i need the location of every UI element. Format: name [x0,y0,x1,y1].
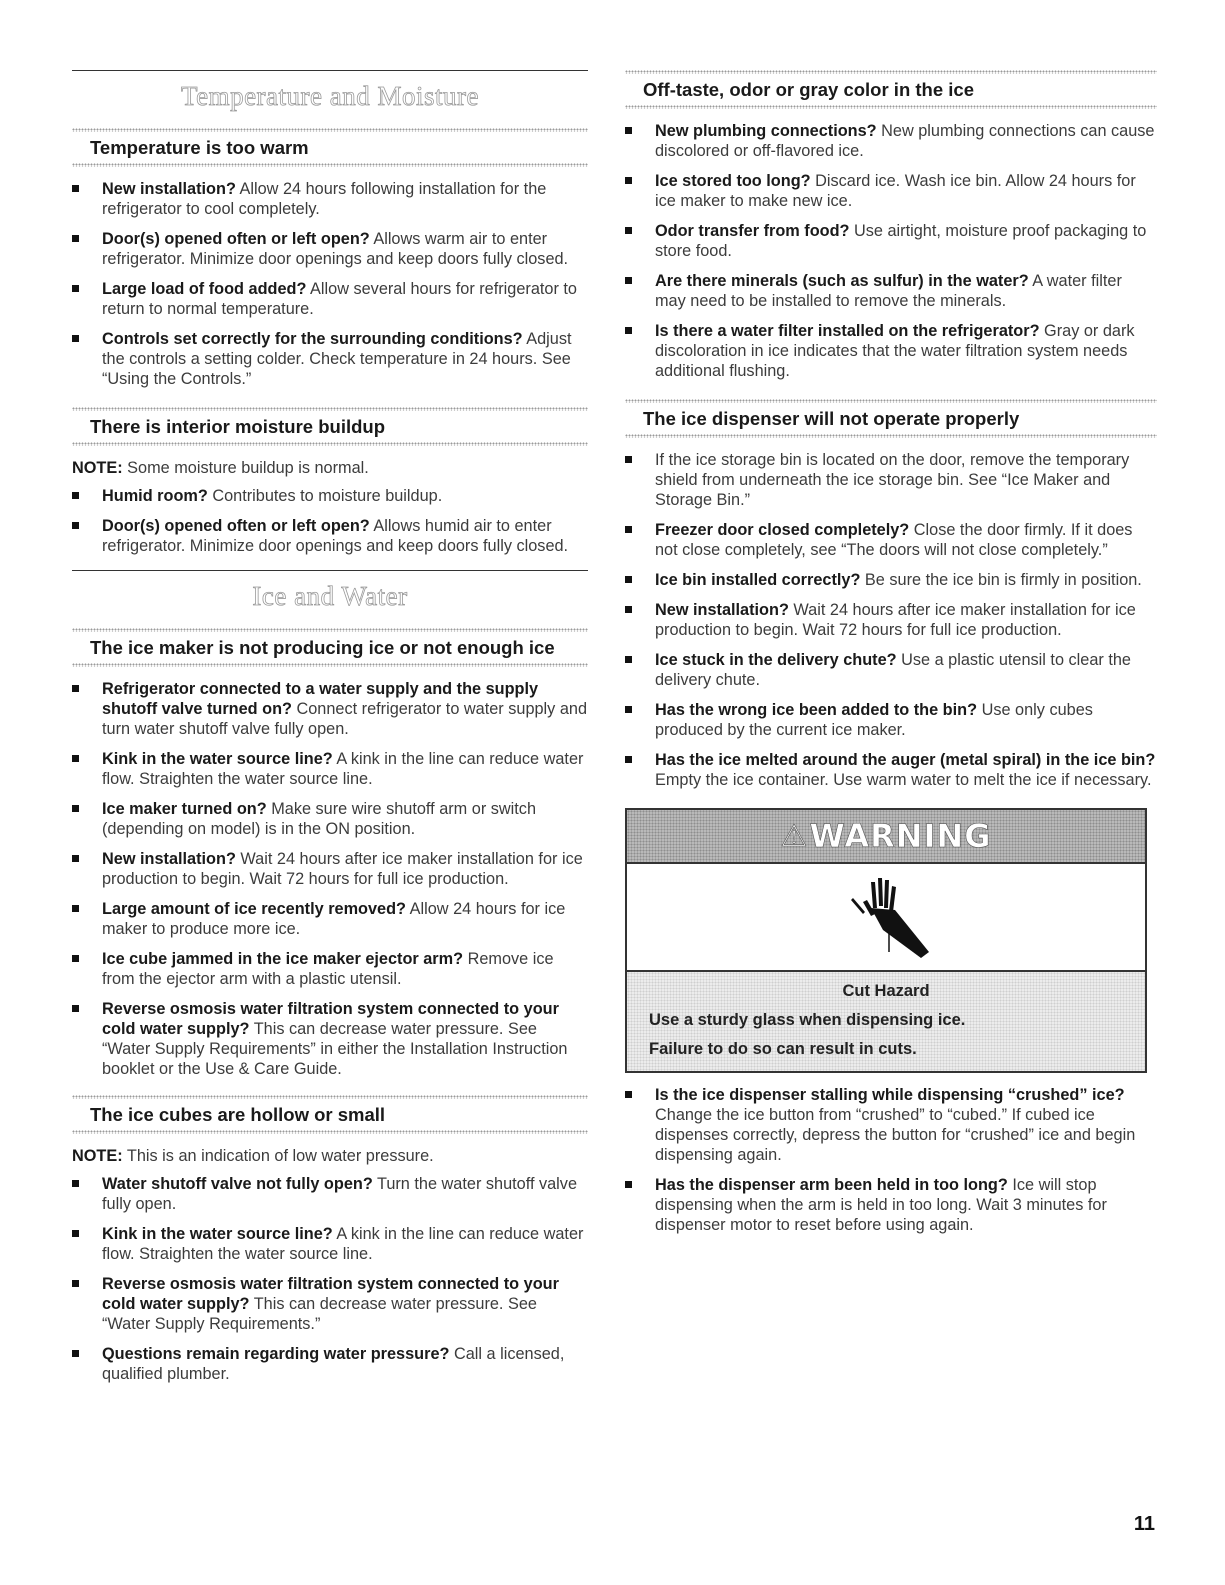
item-text: Be sure the ice bin is firmly in position. [860,571,1142,589]
subsection-dispenser [625,399,1157,438]
item-text: Wait 24 hours after ice maker installation for ice production to begin. Wait 72 hours for full ice production. [102,850,583,888]
warning-box [625,808,1147,1073]
bullet-icon [625,227,632,234]
item-question: Controls set correctly for the surrounding conditions? [102,330,523,348]
list-item [625,1085,1157,1165]
subhead-not-producing: The ice maker is not producing ice or not enough ice [90,637,555,658]
section-rule [72,570,588,571]
list-temp-warm [72,179,588,389]
item-text: Allows warm air to enter refrigerator. Minimize door openings and keep doors fully closed. [102,230,569,268]
item-question: Is the ice dispenser stalling while dispensing “crushed” ice? [655,1086,1125,1104]
list-moisture [72,486,588,556]
note-hollow: NOTE: This is an indication of low water pressure. [72,1147,434,1165]
item-question: Ice cube jammed in the ice maker ejector arm? [102,950,464,968]
list-item [625,271,1157,311]
bullet-icon [625,456,632,463]
item-text: Close the door firmly. If it does not close completely, see “The doors will not close completely.” [655,521,1133,559]
list-item [72,279,588,319]
item-question: New installation? [102,850,236,868]
bullet-icon [72,1005,79,1012]
list-item [72,679,588,739]
item-question: Door(s) opened often or left open? [102,517,370,535]
subsection-not-producing [72,628,588,667]
bullet-icon [625,756,632,763]
item-question: Door(s) opened often or left open? [102,230,370,248]
item-text: Change the ice button from “crushed” to “cubed.” If cubed ice dispenses correctly, depress the button for “crushed” ice and begin dispensing again. [655,1106,1136,1164]
warning-header [627,810,1145,864]
cut-hazard-hand-icon [841,872,931,962]
list-item [625,321,1157,381]
item-question: Freezer door closed completely? [655,521,910,539]
list-item [625,121,1157,161]
item-text: A kink in the line can reduce water flow. Straighten the water source line. [102,750,584,788]
item-text: This can decrease water pressure. See “Water Supply Requirements” in either the Installation Instruction booklet or the Use & Care Guide. [102,1020,568,1078]
item-question: Reverse osmosis water filtration system connected to your cold water supply? [102,1275,559,1313]
subhead-moisture: There is interior moisture buildup [90,416,386,437]
list-item [72,179,588,219]
item-question: Kink in the water source line? [102,750,333,768]
list-item [625,600,1157,640]
subhead-dispenser: The ice dispenser will not operate properly [643,408,1020,429]
list-item [72,1344,588,1384]
list-item [72,1224,588,1264]
item-question: Refrigerator connected to a water supply and the supply shutoff valve turned on? [102,680,539,718]
list-item [625,570,1157,590]
warning-triangle-icon: ⚠ [780,819,808,853]
warning-title: WARNING [809,817,992,855]
item-text: Use airtight, moisture proof packaging to store food. [655,222,1147,260]
list-item [72,1174,588,1214]
subsection-temp-warm [72,128,588,167]
list-item [625,650,1157,690]
item-question: Questions remain regarding water pressure? [102,1345,450,1363]
item-text: Remove ice from the ejector arm with a plastic utensil. [102,950,554,988]
bullet-icon [72,522,79,529]
item-text: Ice will stop dispensing when the arm is held in too long. Wait 3 minutes for dispenser motor to reset before using again. [655,1176,1107,1234]
bullet-icon [72,1350,79,1357]
bullet-icon [625,177,632,184]
item-text: Wait 24 hours after ice maker installation for ice production to begin. Wait 72 hours for full ice production. [655,601,1136,639]
item-question: Large amount of ice recently removed? [102,900,407,918]
list-item [625,171,1157,211]
section-rule [72,70,588,71]
item-question: Ice stored too long? [655,172,811,190]
list-item [72,899,588,939]
section-title-ice-water: Ice and Water [252,581,408,611]
subsection-hollow [72,1095,588,1134]
list-item [72,949,588,989]
bullet-icon [72,185,79,192]
list-item [625,1175,1157,1235]
subsection-off-taste [625,70,1157,109]
section-title-temperature: Temperature and Moisture [180,81,479,111]
item-question: Has the wrong ice been added to the bin? [655,701,978,719]
item-text: Empty the ice container. Use warm water to melt the ice if necessary. [655,771,1152,789]
item-question: New plumbing connections? [655,122,877,140]
item-text: If the ice storage bin is located on the door, remove the temporary shield from underneath the ice storage bin. See “Ice Maker and Storage Bin.” [655,451,1130,509]
item-text: A kink in the line can reduce water flow. Straighten the water source line. [102,1225,584,1263]
bullet-icon [625,706,632,713]
warning-icon-area [627,864,1145,972]
list-item [72,799,588,839]
list-item [625,450,1157,510]
bullet-icon [72,805,79,812]
list-item [72,999,588,1079]
list-item [625,520,1157,560]
item-text: Discard ice. Wash ice bin. Allow 24 hours for ice maker to make new ice. [655,172,1136,210]
bullet-icon [72,685,79,692]
item-text: Call a licensed, qualified plumber. [102,1345,565,1383]
list-not-producing [72,679,588,1079]
item-question: Reverse osmosis water filtration system connected to your cold water supply? [102,1000,559,1038]
list-item [72,229,588,269]
subsection-moisture [72,407,588,446]
bullet-icon [72,285,79,292]
item-text: Use a plastic utensil to clear the delivery chute. [655,651,1131,689]
item-question: Has the dispenser arm been held in too long? [655,1176,1008,1194]
bullet-icon [625,1181,632,1188]
item-question: Has the ice melted around the auger (metal spiral) in the ice bin? [655,751,1156,769]
item-text: New plumbing connections can cause discolored or off-flavored ice. [655,122,1155,160]
warning-line-2: Failure to do so can result in cuts. [649,1040,917,1058]
list-hollow [72,1174,588,1384]
item-question: Kink in the water source line? [102,1225,333,1243]
bullet-icon [72,492,79,499]
item-text: Allow 24 hours following installation for the refrigerator to cool completely. [102,180,547,218]
item-question: Ice stuck in the delivery chute? [655,651,897,669]
item-question: Odor transfer from food? [655,222,850,240]
bullet-icon [72,235,79,242]
item-question: Humid room? [102,487,208,505]
item-text: Use only cubes produced by the current ice maker. [655,701,1093,739]
item-question: Ice bin installed correctly? [655,571,861,589]
list-item [72,749,588,789]
list-item [72,486,588,506]
list-item [72,329,588,389]
item-text: Adjust the controls a setting colder. Check temperature in 24 hours. See “Using the Controls.” [102,330,572,388]
bullet-icon [72,855,79,862]
list-item [72,516,588,556]
item-text: Turn the water shutoff valve fully open. [102,1175,577,1213]
right-column [625,70,1157,1245]
list-dispenser [625,450,1157,790]
list-item [625,221,1157,261]
left-column [72,70,588,1394]
note-moisture: NOTE: Some moisture buildup is normal. [72,459,369,477]
bullet-icon [625,656,632,663]
bullet-icon [625,127,632,134]
item-text: This can decrease water pressure. See “Water Supply Requirements.” [102,1295,537,1333]
list-after-warning [625,1085,1157,1235]
subhead-off-taste: Off-taste, odor or gray color in the ice [643,79,974,100]
item-text: Allows humid air to enter refrigerator. Minimize door openings and keep doors fully closed. [102,517,569,555]
bullet-icon [625,1091,632,1098]
item-text: Connect refrigerator to water supply and turn water shutoff valve fully open. [102,700,587,738]
bullet-icon [72,955,79,962]
bullet-icon [625,327,632,334]
bullet-icon [625,277,632,284]
item-text: Allow 24 hours for ice maker to produce more ice. [102,900,566,938]
bullet-icon [625,526,632,533]
list-off-taste [625,121,1157,381]
subhead-temp-warm: Temperature is too warm [90,137,309,158]
subhead-hollow: The ice cubes are hollow or small [90,1104,386,1125]
bullet-icon [72,335,79,342]
item-text: A water filter may need to be installed to remove the minerals. [655,272,1122,310]
bullet-icon [625,576,632,583]
bullet-icon [72,905,79,912]
bullet-icon [72,1180,79,1187]
item-question: Is there a water filter installed on the refrigerator? [655,322,1040,340]
warning-body [627,972,1145,1071]
bullet-icon [625,606,632,613]
list-item [72,1274,588,1334]
item-question: Water shutoff valve not fully open? [102,1175,373,1193]
item-text: Contributes to moisture buildup. [207,487,443,505]
list-item [625,700,1157,740]
warning-hazard-label: Cut Hazard [842,982,930,1000]
bullet-icon [72,1230,79,1237]
list-item [72,849,588,889]
warning-line-1: Use a sturdy glass when dispensing ice. [649,1011,966,1029]
page-number: 11 [1133,1513,1155,1535]
item-question: Large load of food added? [102,280,307,298]
item-question: New installation? [655,601,789,619]
item-text: Make sure wire shutoff arm or switch (depending on model) is in the ON position. [102,800,537,838]
item-question: Ice maker turned on? [102,800,267,818]
item-text: Allow several hours for refrigerator to return to normal temperature. [102,280,577,318]
list-item [625,750,1157,790]
item-question: Are there minerals (such as sulfur) in the water? [655,272,1029,290]
item-text: Gray or dark discoloration in ice indicates that the water filtration system needs additional flushing. [655,322,1135,380]
bullet-icon [72,1280,79,1287]
bullet-icon [72,755,79,762]
item-question: New installation? [102,180,236,198]
